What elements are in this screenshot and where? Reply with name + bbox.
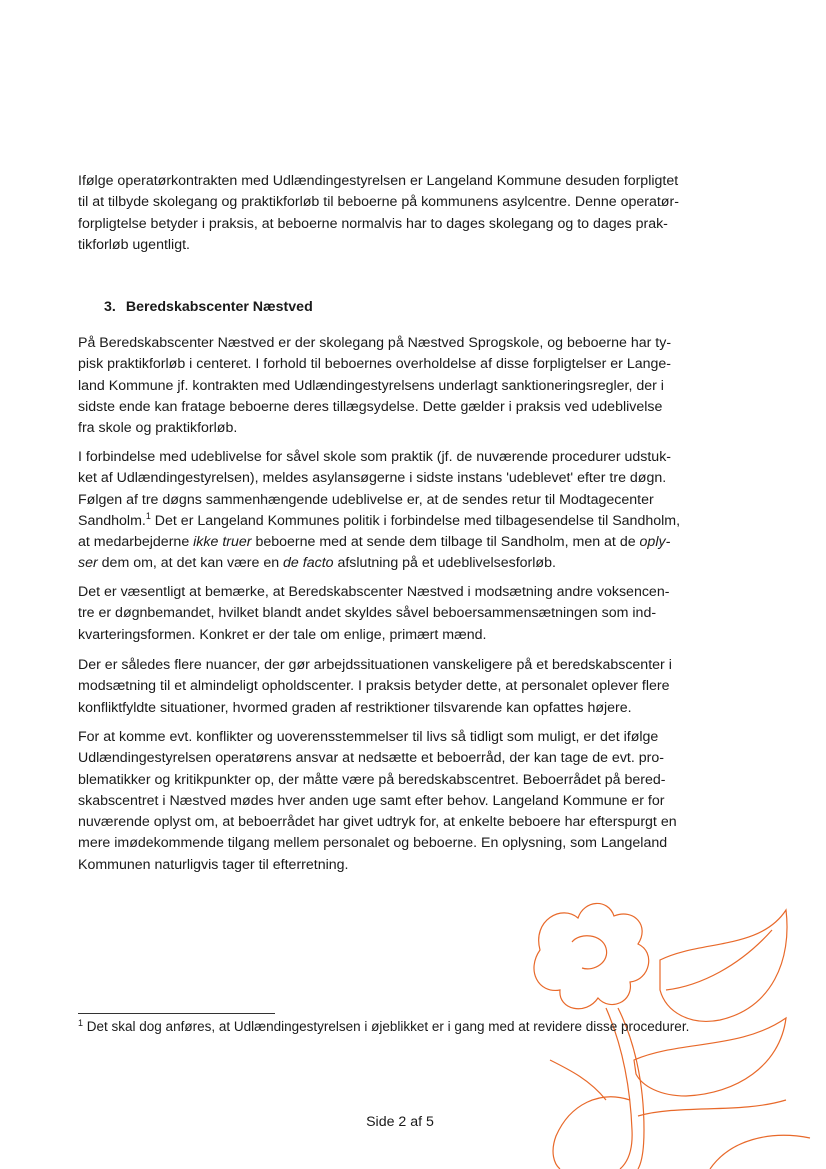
text-line: tikforløb ugentligt. [78, 236, 190, 253]
text-line [78, 553, 728, 574]
leaf-outline [660, 910, 787, 1021]
text-line: blematikker og kritikpunkter op, der måtte være på beredskabscentret. Beboerrådet på bered- [78, 771, 666, 788]
footnote-reference: 1 [145, 510, 151, 521]
text-line: land Kommune jf. kontrakten med Udlændingestyrelsens underlagt sanktioneringsregler, der i [78, 377, 664, 394]
text-run: Sandholm. [78, 512, 146, 529]
footnote-mark: 1 [78, 1018, 84, 1028]
paragraph-5 [78, 727, 728, 876]
paragraph-1 [78, 333, 728, 439]
text-line: I forbindelse med udeblivelse for såvel skole som praktik (jf. de nuværende procedurer udstuk- [78, 449, 672, 465]
emphasis-text: oply- [639, 534, 671, 551]
footnote [78, 1018, 689, 1036]
emphasis-text: ser [78, 555, 98, 572]
text-line: fra skole og praktikforløb. [78, 420, 238, 437]
text-line: ket af Udlændingestyrelsen), meldes asylansøgerne i sidste instans 'udeblevet' efter tre døgn. [78, 470, 667, 487]
text-line: forpligtelse betyder i praksis, at beboerne normalvis har to dages skolegang og to dages prak- [78, 215, 668, 232]
text-line: Det er væsentligt at bemærke, at Beredskabscenter Næstved i modsætning andre voksencen- [78, 584, 670, 600]
text-line: Følgen af tre døgns sammenhængende udeblivelse er, at de sendes retur til Modtagecenter [78, 491, 654, 508]
section-title: Beredskabscenter Næstved [125, 299, 313, 315]
text-run: at medarbejderne [78, 534, 194, 551]
text-line: tre er døgnbemandet, hvilket blandt andet skyldes såvel beboersammensætningen som ind- [78, 605, 657, 622]
text-run: beboerne med at sende dem tilbage til Sandholm, men at de [251, 534, 640, 551]
text-line: til at tilbyde skolegang og praktikforløb til beboerne på kommunens asylcentre. Denne operatør- [78, 194, 679, 211]
footnote-separator [78, 1013, 275, 1014]
emphasis-text: ikke truer [193, 534, 252, 551]
leaf-outline [553, 1097, 630, 1169]
text-line [78, 532, 728, 553]
text-line: skabscentret i Næstved mødes hver anden uge samt efter behov. Langeland Kommune er for [78, 792, 665, 809]
text-line: På Beredskabscenter Næstved er der skolegang på Næstved Sprogskole, og beboerne har ty- [78, 335, 672, 351]
paragraph-2 [78, 447, 728, 575]
text-line: Kommunen naturligvis tager til efterretning. [78, 856, 349, 873]
text-line [78, 511, 728, 532]
flower-center-outline [572, 936, 607, 969]
leaf-vein [666, 930, 772, 990]
text-line: Udlændingestyrelsen operatørens ansvar at nedsætte et beboerråd, der kan tage de evt. pro- [78, 750, 664, 767]
leaf-outline [550, 1060, 606, 1100]
text-line: modsætning til et almindeligt opholdscenter. I praksis betyder dette, at personalet oplever flere [78, 678, 670, 695]
text-line: nuværende oplyst om, at beboerrådet har givet udtryk for, at enkelte beboere har efterspurgt en [78, 814, 677, 831]
section-heading [104, 299, 313, 315]
text-line: mere imødekommende tilgang mellem personalet og beboerne. En oplysning, som Langeland [78, 835, 668, 852]
footnote-text: Det skal dog anføres, at Udlændingestyrelsen i øjeblikket er i gang med at revidere disse procedurer. [83, 1019, 690, 1034]
text-line: sidste ende kan fratage beboerne deres tillægsydelse. Dette gælder i praksis ved udeblivelse [78, 398, 663, 415]
intro-paragraph [78, 171, 728, 256]
emphasis-text: de facto [283, 555, 334, 572]
text-line: pisk praktikforløb i centeret. I forhold til beboernes overholdelse af disse forpligtelser er Lange- [78, 356, 672, 373]
page-number: Side 2 af 5 [366, 1114, 434, 1130]
text-run: dem om, at det kan være en [97, 555, 284, 572]
section-number: 3. [104, 299, 116, 315]
paragraph-3 [78, 582, 728, 646]
flower-petal-outline [534, 903, 649, 1008]
text-run: afslutning på et udeblivelsesforløb. [333, 555, 556, 572]
text-run: Det er Langeland Kommunes politik i forbindelse med tilbagesendelse til Sandholm, [150, 512, 681, 529]
text-line: Der er således flere nuancer, der gør arbejdssituationen vanskeligere på et beredskabscenter i [78, 657, 672, 673]
text-line: kvarteringsformen. Konkret er der tale om enlige, primært mænd. [78, 626, 487, 643]
text-line: Ifølge operatørkontrakten med Udlændingestyrelsen er Langeland Kommune desuden forpligtet [78, 173, 679, 189]
leaf-outline [710, 1135, 810, 1169]
text-line: konfliktfyldte situationer, hvormed graden af restriktioner tilsvarende kan opfattes højere. [78, 699, 632, 716]
paragraph-4 [78, 655, 728, 719]
text-line: For at komme evt. konflikter og uoverensstemmelser til livs så tidligt som muligt, er det ifølge [78, 729, 659, 745]
